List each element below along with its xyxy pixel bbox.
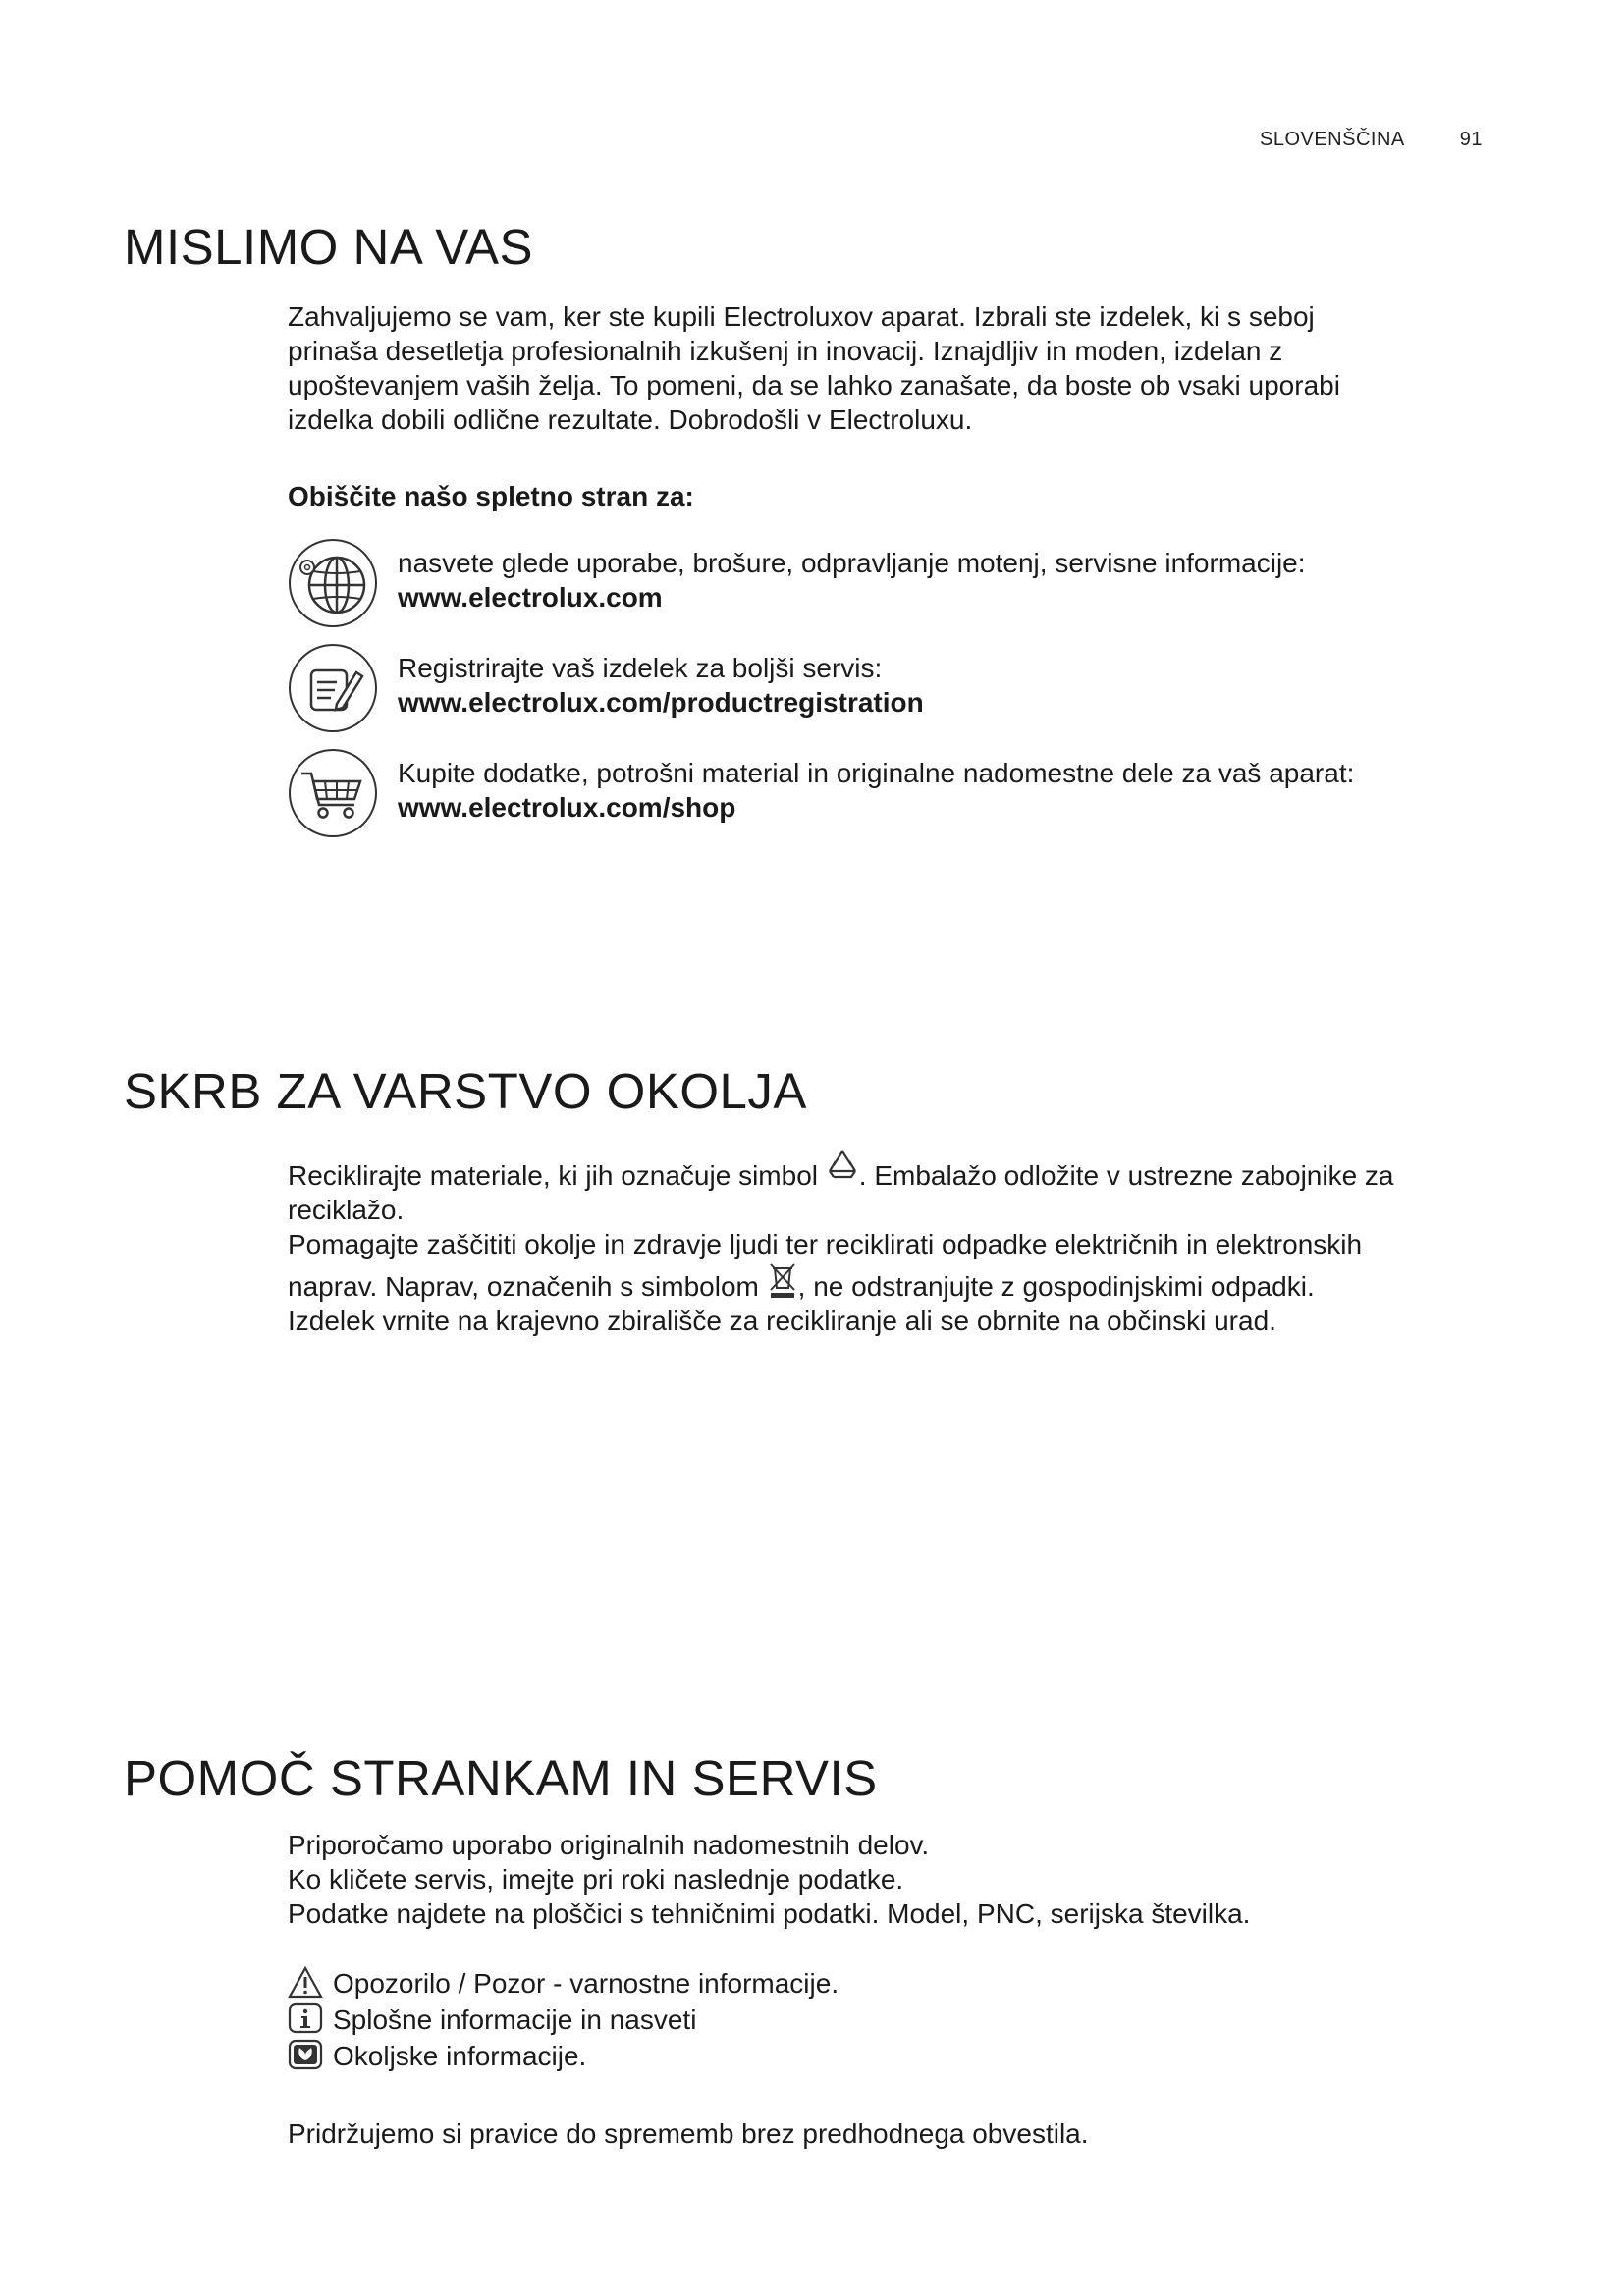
service-line: Ko kličete servis, imejte pri roki naslednje podatke. [288,1864,904,1895]
service-line: Priporočamo uporabo originalnih nadomestnih delov. [288,1830,930,1860]
intro-line: upoštevanjem vaših želja. To pomeni, da se lahko zanašate, da boste ob vsaki uporabi [288,370,1340,400]
disclaimer: Pridržujemo si pravice do sprememb brez predhodnega obvestila. [288,2118,1089,2149]
page-number: 91 [1459,129,1483,150]
section-title-okolje: SKRB ZA VARSTVO OKOLJA [124,1063,807,1119]
intro-line: Zahvaljujemo se vam, ker ste kupili Electroluxov aparat. Izbrali ste izdelek, ki s seboj [288,301,1315,332]
link-description: Registrirajte vaš izdelek za boljši servis: [398,653,883,683]
environment-paragraph [288,1158,1466,1338]
env-line-4b: , ne odstranjujte z gospodinjskimi odpadki. [797,1271,1315,1302]
link-description: Kupite dodatke, potrošni material in originalne nadomestne dele za vaš aparat: [398,758,1355,788]
link-description: nasvete glede uporabe, brošure, odpravljanje motenj, servisne informacije: [398,548,1306,578]
env-line-3: Pomagajte zaščititi okolje in zdravje ljudi ter reciklirati odpadke električnih in elektronskih [288,1229,1363,1259]
shopping-cart-icon [288,748,378,838]
info-icon [288,2002,323,2036]
service-paragraph [288,1828,1466,1931]
link-url-registration[interactable]: www.electrolux.com/productregistration [398,687,924,718]
recycle-icon [826,1148,859,1187]
section-title-servis: POMOČ STRANKAM IN SERVIS [124,1750,878,1806]
weee-bin-icon [767,1260,798,1300]
legend-info-text: Splošne informacije in nasveti [333,2004,697,2035]
link-row-support [288,538,1466,636]
link-text-registration [398,651,924,720]
env-line-5: Izdelek vrnite na krajevno zbirališče za recikliranje ali se obrnite na občinski urad. [288,1306,1276,1336]
link-url-electrolux[interactable]: www.electrolux.com [398,582,663,613]
section-title-mislimo: MISLIMO NA VAS [124,219,533,275]
intro-line: prinaša desetletja profesionalnih izkušenj in inovacij. Iznajdljiv in moden, izdelan z [288,336,1283,366]
env-line-1 [288,1158,1466,1193]
visit-heading: Obiščite našo spletno stran za: [288,481,694,511]
header-language: SLOVENŠČINA [1259,129,1405,150]
env-line-2: reciklažo. [288,1195,405,1225]
env-line-4a: naprav. Naprav, označenih s simbolom [288,1271,767,1302]
service-line: Podatke najdete na ploščici s tehničnimi podatki. Model, PNC, serijska številka. [288,1898,1251,1929]
link-url-shop[interactable]: www.electrolux.com/shop [398,792,736,823]
intro-line: izdelka dobili odlične rezultate. Dobrodošli v Electroluxu. [288,404,973,435]
link-text-shop [398,756,1354,825]
link-row-shop [288,748,1466,846]
env-line-1b: . Embalažo odložite v ustrezne zabojnike za [858,1160,1394,1191]
env-line-1a: Reciklirajte materiale, ki jih označuje simbol [288,1160,826,1191]
legend-environment-text: Okoljske informacije. [333,2041,587,2071]
intro-paragraph [288,299,1466,437]
registration-icon [288,643,378,733]
link-text-support [398,546,1306,614]
env-line-4 [288,1269,1466,1304]
environment-icon [288,2039,323,2072]
warning-icon [288,1966,323,2000]
globe-icon [288,538,378,628]
link-row-registration [288,643,1466,741]
legend-warning-text: Opozorilo / Pozor - varnostne informacije. [333,1968,839,1999]
page-header [1080,129,1483,151]
